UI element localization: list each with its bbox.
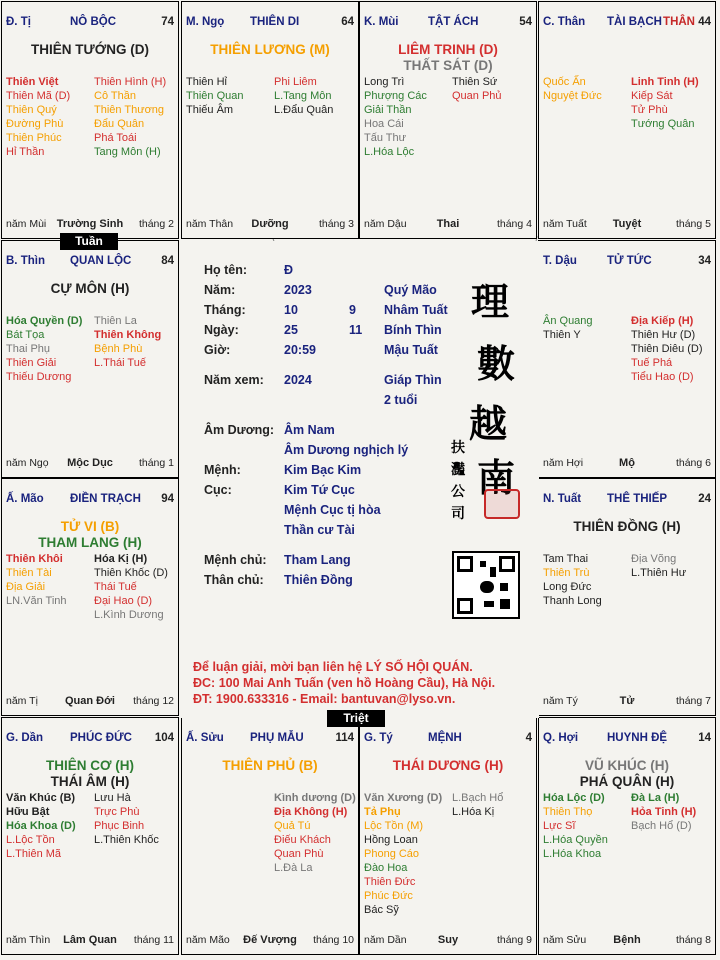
minor-stars-left: [6, 75, 70, 159]
palace-than: [538, 1, 716, 239]
minor-star: L.Bạch Hổ: [452, 792, 504, 804]
palace-number: 94: [161, 493, 174, 505]
palace-month: tháng 11: [133, 934, 174, 946]
day-can-chi: Bính Thìn: [384, 323, 442, 337]
minor-star: Phá Toái: [94, 132, 137, 144]
palace-month: tháng 3: [318, 218, 354, 230]
menh-value: Kim Bạc Kim: [284, 463, 362, 477]
palace-thin: [1, 240, 179, 478]
minor-star: Thiên Không: [94, 329, 162, 341]
palace-month: tháng 7: [675, 695, 711, 707]
minor-star: Kiếp Sát: [631, 90, 673, 102]
view-year-label: Năm xem:: [204, 373, 264, 387]
minor-star: Phong Cáo: [364, 848, 420, 860]
minor-star: Giải Thần: [364, 104, 412, 116]
palace-name: ĐIỀN TRẠCH: [70, 493, 141, 505]
palace-name: HUYNH ĐỆ: [607, 732, 668, 744]
minor-star: Thiên Phúc: [6, 132, 62, 144]
palace-month: tháng 2: [138, 218, 174, 230]
year-value: 2023: [284, 283, 312, 297]
minor-star: Địa Kiếp (H): [631, 315, 694, 327]
minor-stars-left: [543, 791, 608, 861]
calligraphy-3: 越: [469, 401, 508, 446]
day-lunar: 11: [349, 323, 363, 337]
minor-star: L.Đẩu Quân: [274, 104, 334, 116]
palace-month: tháng 12: [133, 695, 174, 707]
palace-header: [6, 16, 174, 30]
hour-can-chi: Mậu Tuất: [384, 343, 438, 357]
minor-star: L.Đà La: [274, 862, 313, 874]
palace-number: 84: [161, 255, 174, 267]
minor-star: Cô Thần: [94, 90, 136, 102]
hour-label: Giờ:: [204, 343, 231, 357]
minor-star: Thiên Mã (D): [6, 90, 71, 102]
calligraphy-1: 理: [471, 279, 510, 324]
palace-dan: [1, 717, 179, 955]
menh-label: Mệnh:: [204, 463, 241, 477]
view-year-value: 2024: [284, 373, 312, 387]
palace-branch: M. Ngọ: [186, 16, 225, 28]
minor-star: Thiên Hình (H): [94, 76, 167, 88]
minor-star: Lực Sĩ: [543, 820, 576, 832]
palace-branch: B. Thìn: [6, 255, 45, 267]
minor-star: Thiên Hỉ: [186, 76, 227, 88]
palace-tuat: [538, 478, 716, 716]
palace-branch: Ấ. Mão: [6, 493, 44, 505]
minor-stars-right: [631, 75, 699, 131]
palace-number: 44: [698, 16, 711, 28]
name-label: Họ tên:: [204, 263, 248, 277]
palace-branch: N. Tuất: [543, 493, 582, 505]
palace-header: [543, 16, 711, 30]
minor-star: Tấu Thư: [364, 132, 407, 144]
minor-star: Đà La (H): [631, 792, 680, 804]
palace-year: năm Hợi: [543, 457, 584, 469]
view-year-can-chi: Giáp Thìn: [384, 373, 442, 387]
palace-header: [6, 732, 174, 746]
main-star: THÁI ÂM (H): [50, 774, 130, 789]
palace-number: 14: [698, 732, 711, 744]
palace-branch: Đ. Tị: [6, 16, 31, 28]
year-can-chi: Quý Mão: [384, 283, 437, 297]
palace-year: năm Dậu: [364, 218, 407, 230]
palace-branch: K. Mùi: [364, 16, 399, 28]
minor-stars-right: [452, 75, 502, 103]
palace-number: 34: [698, 255, 711, 267]
main-star: THÁI DƯƠNG (H): [392, 758, 504, 773]
main-star: TỬ VI (B): [60, 519, 120, 534]
palace-number: 114: [335, 732, 354, 744]
small-calligraphy-4: 司: [451, 506, 465, 522]
palace-branch: C. Thân: [543, 16, 586, 28]
palace-footer: [6, 695, 174, 709]
minor-stars-right: [94, 552, 168, 622]
minor-star: L.Hóa Khoa: [543, 848, 602, 860]
main-star: THẤT SÁT (D): [403, 58, 493, 73]
minor-star: Thiên Y: [543, 329, 581, 341]
palace-number: 54: [519, 16, 532, 28]
palace-month: tháng 10: [313, 934, 354, 946]
palace-number: 64: [341, 16, 354, 28]
palace-month: tháng 8: [675, 934, 711, 946]
tuan-marker: Tuần: [60, 233, 118, 250]
main-star: LIÊM TRINH (D): [398, 42, 498, 57]
minor-star: Thiên Đức: [364, 876, 416, 888]
main-star: CỰ MÔN (H): [50, 281, 130, 296]
minor-star: Lưu Hà: [94, 792, 131, 804]
main-star: THIÊN CƠ (H): [45, 758, 134, 773]
menh-chu-label: Mệnh chủ:: [204, 553, 267, 567]
minor-star: Tiểu Hao (D): [631, 371, 694, 383]
day-label: Ngày:: [204, 323, 239, 337]
palace-number: 104: [154, 732, 174, 744]
palace-stage: Trường Sinh: [56, 218, 124, 230]
minor-star: Hữu Bật: [6, 806, 50, 818]
palace-stage: Bệnh: [613, 934, 641, 946]
minor-star: Địa Võng: [631, 553, 677, 565]
minor-star: Thiên Khôi: [6, 553, 63, 565]
palace-header: [186, 732, 354, 746]
year-label: Năm:: [204, 283, 236, 297]
palace-ti: [359, 717, 537, 955]
minor-star: Thiếu Âm: [186, 104, 234, 116]
minor-star: Hoa Cái: [364, 118, 404, 130]
palace-footer: [6, 934, 174, 948]
minor-star: Hóa Lộc (D): [543, 792, 605, 804]
palace-footer: [543, 695, 711, 709]
minor-star: Thiếu Dương: [6, 371, 72, 383]
main-star: PHÁ QUÂN (H): [579, 774, 675, 789]
main-star: THIÊN PHỦ (B): [222, 758, 318, 773]
minor-star: Bác Sỹ: [364, 904, 399, 916]
minor-star: Lộc Tồn (M): [364, 820, 424, 832]
minor-star: Thiên Quý: [6, 104, 57, 116]
minor-star: Phúc Đức: [364, 890, 413, 902]
minor-star: Tử Phù: [631, 104, 668, 116]
palace-year: năm Thìn: [6, 934, 51, 946]
palace-month: tháng 4: [496, 218, 532, 230]
minor-star: Thiên Diêu (D): [631, 343, 703, 355]
calligraphy-2: 數: [477, 341, 516, 386]
minor-star: Thiên Giải: [6, 357, 57, 369]
palace-footer: [186, 934, 354, 948]
palace-year: năm Tuất: [543, 218, 587, 230]
palace-name: TÀI BẠCH: [607, 16, 662, 28]
month-lunar: 9: [349, 303, 356, 317]
qr-code-image: [452, 551, 520, 619]
minor-star: Hóa Khoa (D): [6, 820, 76, 832]
palace-stage: Tuyệt: [612, 218, 642, 230]
palace-name: TỬ TỨC: [607, 255, 652, 267]
minor-star: Đường Phù: [6, 118, 64, 130]
minor-star: Thiên Việt: [6, 76, 59, 88]
main-star: THIÊN ĐỒNG (H): [573, 519, 681, 534]
palace-hoi: [538, 717, 716, 955]
palace-stage: Suy: [437, 934, 459, 946]
minor-star: Địa Không (H): [274, 806, 348, 818]
palace-ty: [1, 1, 179, 239]
am-duong-value: Âm Nam: [284, 423, 335, 437]
palace-year: năm Thân: [186, 218, 234, 230]
palace-name: PHỤ MẪU: [250, 732, 304, 744]
cuc-value: Kim Tứ Cục: [284, 483, 355, 497]
minor-star: Đại Hao (D): [94, 595, 153, 607]
palace-header: [543, 732, 711, 746]
month-label: Tháng:: [204, 303, 246, 317]
minor-star: Long Đức: [543, 581, 592, 593]
palace-name: PHÚC ĐỨC: [70, 732, 132, 744]
palace-month: tháng 9: [496, 934, 532, 946]
minor-star: Địa Giải: [6, 581, 46, 593]
palace-stage: Dưỡng: [251, 218, 289, 230]
minor-star: Hóa Quyền (D): [6, 315, 83, 327]
month-solar: 10: [284, 303, 298, 317]
palace-footer: [364, 934, 532, 948]
minor-star: Kình dương (D): [274, 792, 356, 804]
minor-star: LN.Văn Tinh: [6, 595, 67, 607]
minor-stars-left: [364, 75, 427, 159]
minor-star: Thiên Tài: [6, 567, 52, 579]
main-star: THIÊN LƯƠNG (M): [210, 42, 330, 57]
minor-star: Văn Khúc (B): [6, 792, 76, 804]
minor-star: Thiên Sứ: [452, 76, 498, 88]
palace-number: 24: [698, 493, 711, 505]
minor-star: Phượng Các: [364, 90, 427, 102]
minor-star: Thai Phụ: [6, 343, 51, 355]
minor-star: L.Hóa Quyền: [543, 834, 608, 846]
palace-stage: Quan Đới: [65, 695, 115, 707]
palace-stage: Mộc Dục: [67, 457, 113, 469]
minor-star: Tả Phụ: [364, 806, 401, 818]
palace-suu: [181, 717, 359, 955]
day-solar: 25: [284, 323, 298, 337]
minor-star: L.Thái Tuế: [94, 357, 146, 369]
palace-name: THÊ THIẾP: [607, 493, 668, 505]
name-value: Đ: [284, 263, 294, 277]
minor-star: Thanh Long: [543, 595, 602, 607]
contact-address: ĐC: 100 Mai Anh Tuấn (ven hồ Hoàng Cầu), Hà Nội.: [193, 676, 496, 690]
palace-year: năm Tý: [543, 695, 578, 707]
age: 2 tuổi: [384, 393, 418, 407]
palace-header: [543, 493, 711, 507]
minor-star: Tuế Phá: [631, 357, 673, 369]
minor-star: Bát Tọa: [6, 329, 45, 341]
cuc-label: Cục:: [204, 483, 232, 497]
minor-star: Thiên Thương: [94, 104, 165, 116]
calligraphy-4: 南: [477, 455, 516, 500]
minor-stars-left: [364, 791, 442, 917]
menh-chu-value: Tham Lang: [284, 553, 351, 567]
palace-header: [186, 16, 354, 30]
minor-star: Phi Liêm: [274, 76, 317, 88]
palace-year: năm Mão: [186, 934, 230, 946]
minor-star: L.Tang Môn: [274, 90, 332, 102]
minor-star: Quan Phủ: [452, 90, 502, 102]
small-calligraphy-2: 灩: [451, 462, 465, 478]
minor-star: Thiên Hư (D): [631, 329, 696, 341]
triet-marker: Triệt: [327, 710, 385, 727]
minor-star: Linh Tinh (H): [631, 76, 699, 88]
minor-star: Phục Binh: [94, 820, 145, 832]
main-star: THAM LANG (H): [38, 535, 142, 550]
minor-star: Ân Quang: [543, 315, 593, 327]
minor-stars-left: [186, 75, 243, 117]
palace-branch: Ấ. Sửu: [186, 732, 224, 744]
palace-name: QUAN LỘC: [70, 255, 132, 267]
minor-stars-left: [543, 314, 593, 342]
contact-line-1: Để luận giải, mời bạn liên hệ LÝ SỐ HỘI QUÁN.: [193, 660, 473, 674]
minor-stars-right: [94, 791, 159, 847]
minor-star: Văn Xương (D): [364, 792, 443, 804]
minor-star: Hồng Loan: [364, 834, 418, 846]
minor-star: Hỏa Tinh (H): [631, 806, 697, 818]
minor-star: L.Thiên Mã: [6, 848, 62, 860]
than-marker: THÂN: [663, 16, 695, 28]
palace-branch: G. Dần: [6, 732, 44, 744]
minor-star: Tướng Quân: [631, 118, 695, 130]
minor-stars-right: [631, 552, 686, 580]
cuc-note: Mệnh Cục tị hòa: [284, 503, 381, 517]
palace-branch: G. Tý: [364, 732, 393, 744]
palace-mui: [359, 1, 537, 239]
palace-number: 74: [161, 16, 174, 28]
contact-phone-email: ĐT: 1900.633316 - Email: bantuvan@lyso.vn.: [193, 692, 456, 706]
hour-value: 20:59: [284, 343, 316, 357]
minor-stars-right: [452, 791, 503, 819]
minor-stars-left: [543, 552, 602, 608]
palace-dau: [538, 240, 716, 478]
palace-name: NÔ BỘC: [70, 16, 116, 28]
palace-year: năm Mùi: [6, 218, 47, 230]
minor-star: Quốc Ấn: [543, 76, 586, 88]
palace-month: tháng 5: [675, 218, 711, 230]
minor-star: Tang Môn (H): [94, 146, 161, 158]
minor-stars-left: [543, 75, 602, 103]
minor-star: L.Thiên Khốc: [94, 834, 159, 846]
minor-star: Long Trì: [364, 76, 405, 88]
palace-name: THIÊN DI: [250, 16, 300, 28]
minor-star: L.Hóa Kị: [452, 806, 495, 818]
than-chu-value: Thiên Đồng: [284, 573, 353, 587]
minor-star: Thiên Khốc (D): [94, 567, 168, 579]
minor-star: Hóa Kị (H): [94, 553, 148, 565]
minor-stars-left: [6, 314, 82, 384]
palace-header: [364, 16, 532, 30]
palace-year: năm Tị: [6, 695, 38, 707]
center-info-panel: [179, 241, 539, 718]
palace-stage: Lâm Quan: [63, 934, 117, 946]
palace-ngo: [181, 1, 359, 239]
palace-year: năm Sửu: [543, 934, 587, 946]
palace-footer: [543, 934, 711, 948]
minor-star: Tam Thai: [543, 553, 589, 565]
palace-footer: [543, 457, 711, 471]
minor-star: Thiên Trù: [543, 567, 590, 579]
palace-header: [6, 493, 174, 507]
minor-star: Thiên La: [94, 315, 137, 327]
palace-branch: T. Dậu: [543, 255, 577, 267]
month-can-chi: Nhâm Tuất: [384, 303, 448, 317]
minor-star: Quả Tú: [274, 820, 311, 832]
minor-stars-left: [6, 552, 67, 608]
main-star: VŨ KHÚC (H): [585, 758, 669, 773]
palace-footer: [6, 457, 174, 471]
am-duong-note: Âm Dương nghịch lý: [284, 443, 409, 457]
minor-star: Nguyệt Đức: [543, 90, 602, 102]
minor-star: Đẩu Quân: [94, 118, 145, 130]
minor-stars-right: [94, 314, 161, 370]
palace-month: tháng 6: [675, 457, 711, 469]
minor-stars-right: [631, 791, 696, 833]
palace-footer: [186, 218, 354, 232]
minor-star: L.Kình Dương: [94, 609, 164, 621]
palace-name: MỆNH: [428, 732, 462, 744]
palace-month: tháng 1: [138, 457, 174, 469]
minor-star: L.Lộc Tồn: [6, 834, 55, 846]
minor-stars-right: [631, 314, 703, 384]
than-chu-label: Thân chủ:: [204, 573, 264, 587]
minor-star: Quan Phù: [274, 848, 324, 860]
palace-name: TẬT ÁCH: [428, 16, 479, 28]
palace-header: [543, 255, 711, 269]
minor-star: Điếu Khách: [274, 834, 331, 846]
minor-star: Bạch Hổ (D): [631, 820, 692, 832]
small-calligraphy-1: 扶: [451, 440, 465, 456]
palace-header: [364, 732, 532, 746]
minor-star: L.Thiên Hư: [631, 567, 687, 579]
palace-stage: Đế Vượng: [243, 934, 297, 946]
palace-branch: Q. Hợi: [543, 732, 579, 744]
palace-year: năm Dần: [364, 934, 407, 946]
palace-footer: [364, 218, 532, 232]
minor-stars-left: [6, 791, 76, 861]
palace-stage: Tử: [619, 695, 635, 707]
palace-stage: Mộ: [619, 457, 635, 469]
minor-stars-right: [94, 75, 166, 159]
minor-star: Đào Hoa: [364, 862, 408, 874]
palace-header: [6, 255, 174, 269]
minor-star: Bệnh Phù: [94, 343, 143, 355]
am-duong-label: Âm Dương:: [204, 423, 275, 437]
palace-mao: [1, 478, 179, 716]
minor-star: Thái Tuế: [94, 581, 137, 593]
minor-star: Trực Phù: [94, 806, 140, 818]
palace-footer: [543, 218, 711, 232]
main-star: THIÊN TƯỚNG (D): [31, 42, 149, 57]
minor-star: Hỉ Thần: [6, 146, 45, 158]
minor-star: L.Hóa Lộc: [364, 146, 415, 158]
minor-stars-right: [274, 791, 356, 875]
than-cu: Thần cư Tài: [284, 523, 355, 537]
palace-number: 4: [525, 732, 532, 744]
minor-star: Thiên Thọ: [543, 806, 593, 818]
small-calligraphy-3: 公: [451, 484, 465, 500]
palace-footer: [6, 218, 174, 232]
palace-stage: Thai: [436, 218, 460, 230]
palace-year: năm Ngọ: [6, 457, 49, 469]
red-seal-stamp: [484, 489, 520, 519]
minor-star: Thiên Quan: [186, 90, 244, 102]
minor-stars-right: [274, 75, 333, 117]
